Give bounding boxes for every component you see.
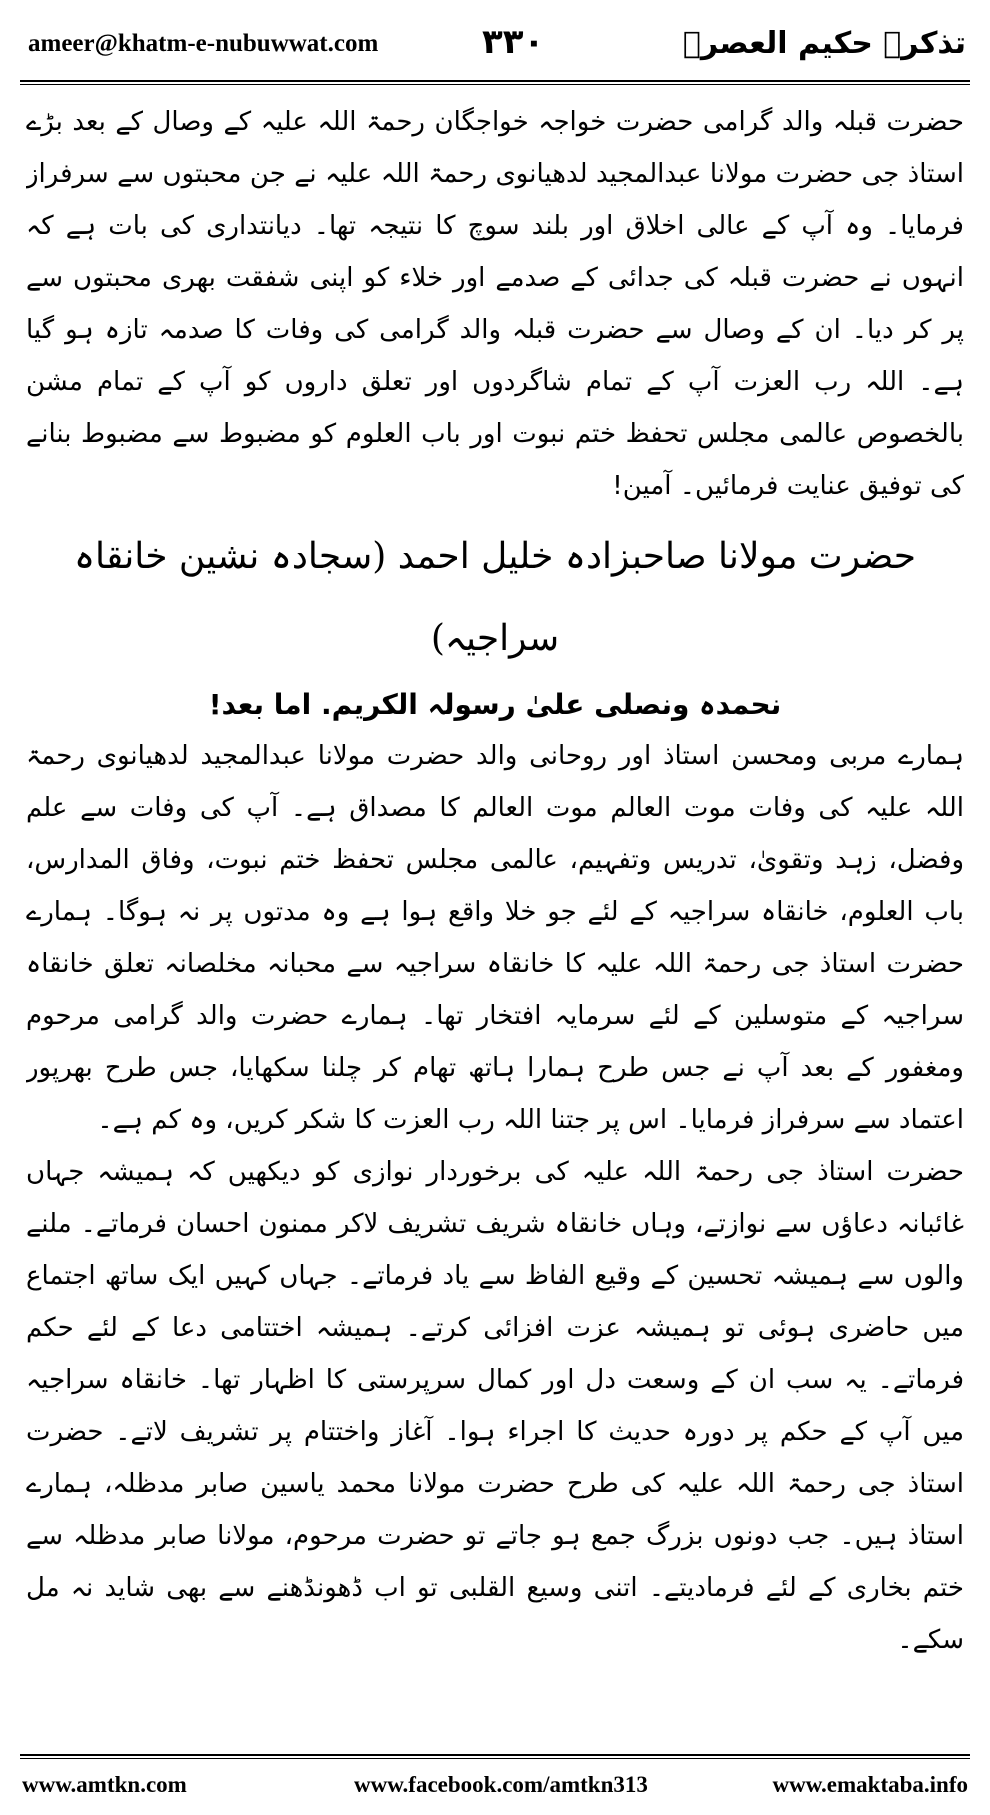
page-number: ۳۳۰ (482, 22, 545, 62)
footer-divider-thin (20, 1758, 970, 1759)
paragraph-2: ہمارے مربی ومحسن استاذ اور روحانی والد حضرت مولانا عبدالمجید لدھیانوی رحمۃ اللہ علیہ کی وفات موت العالم موت العالم کا مصداق ہے۔ آپ کی وفات سے علم وفضل، زہد وتقویٰ، تدریس وتفہیم، عالمی مجلس تحفظ ختم نبوت، وفاق المدارس، باب العلوم، خانقاہ سراجیہ کے لئے جو خلا واقع ہوا ہے وہ مدتوں پر نہ ہوگا۔ ہمارے حضرت استاذ جی رحمۃ اللہ علیہ کا خانقاہ سراجیہ سے محبانہ مخلصانہ تعلق خانقاہ سراجیہ کے متوسلین کے لئے سرمایہ افتخار تھا۔ ہمارے حضرت والد گرامی مرحوم ومغفور کے بعد آپ نے جس طرح ہمارا ہاتھ تھام کر چلنا سکھایا، جس طرح بھرپور اعتماد سے سرفراز فرمایا۔ اس پر جتنا اللہ رب العزت کا شکر کریں، وہ کم ہے۔ (26, 741, 964, 1135)
book-title: تذکرہ حکیم العصرؒ (682, 26, 966, 61)
page-body (26, 96, 964, 1746)
paragraph-3: حضرت استاذ جی رحمۃ اللہ علیہ کی برخوردار نوازی کو دیکھیں کہ ہمیشہ جہاں غائبانہ دعاؤں سے نوازتے، وہاں خانقاہ شریف تشریف لاکر ممنون احسان فرماتے۔ ملنے والوں سے ہمیشہ تحسین کے وقیع الفاظ سے یاد فرماتے۔ جہاں کہیں ایک ساتھ اجتماع میں حاضری ہوئی تو ہمیشہ عزت افزائی کرتے۔ ہمیشہ اختتامی دعا کے لئے حکم فرماتے۔ یہ سب ان کے وسعت دل اور کمال سرپرستی کا اظہار تھا۔ خانقاہ سراجیہ میں آپ کے حکم پر دورہ حدیث کا اجراء ہوا۔ آغاز واختتام پر تشریف لاتے۔ حضرت استاذ جی رحمۃ اللہ علیہ کی طرح حضرت مولانا محمد یاسین صابر مدظلہ، ہمارے استاذ ہیں۔ جب دونوں بزرگ جمع ہو جاتے تو حضرت مرحوم، مولانا صابر مدظلہ سے ختم بخاری کے لئے فرمادیتے۔ اتنی وسیع القلبی تو اب ڈھونڈھنے سے بھی شاید نہ مل سکے۔ (26, 1157, 964, 1655)
footer-link-facebook[interactable]: www.facebook.com/amtkn313 (354, 1772, 648, 1797)
header-divider (20, 80, 970, 82)
footer-link-emaktaba[interactable]: www.emaktaba.info (772, 1772, 968, 1797)
paragraph-1: حضرت قبلہ والد گرامی حضرت خواجہ خواجگان رحمۃ اللہ علیہ کے وصال کے بعد بڑے استاذ جی حضرت مولانا عبدالمجید لدھیانوی رحمۃ اللہ علیہ نے جن محبتوں سے سرفراز فرمایا۔ وہ آپ کے عالی اخلاق اور بلند سوچ کا نتیجہ تھا۔ دیانتداری کی بات ہے کہ انہوں نے حضرت قبلہ کی جدائی کے صدمے اور خلاء کو اپنی شفقت بھری محبتوں سے پر کر دیا۔ ان کے وصال سے حضرت قبلہ والد گرامی کی وفات کا صدمہ تازہ ہو گیا ہے۔ اللہ رب العزت آپ کے تمام شاگردوں اور تعلق داروں کو آپ کے تمام مشن بالخصوص عالمی مجلس تحفظ ختم نبوت اور باب العلوم کو مضبوط سے مضبوط بنانے کی توفیق عنایت فرمائیں۔ آمین! (26, 107, 964, 501)
footer-divider (20, 1754, 970, 1756)
section-heading: حضرت مولانا صاحبزادہ خلیل احمد (سجادہ نشین خانقاہ سراجیہ) (73, 536, 917, 659)
footer-link-amtkn[interactable]: www.amtkn.com (22, 1772, 187, 1797)
header-divider-thin (20, 84, 970, 85)
page-footer (22, 1772, 968, 1802)
opening-invocation: نحمدہ ونصلی علیٰ رسولہ الکریم. اما بعد! (208, 688, 782, 721)
page-header (20, 22, 970, 72)
header-email: ameer@khatm-e-nubuwwat.com (28, 30, 379, 57)
